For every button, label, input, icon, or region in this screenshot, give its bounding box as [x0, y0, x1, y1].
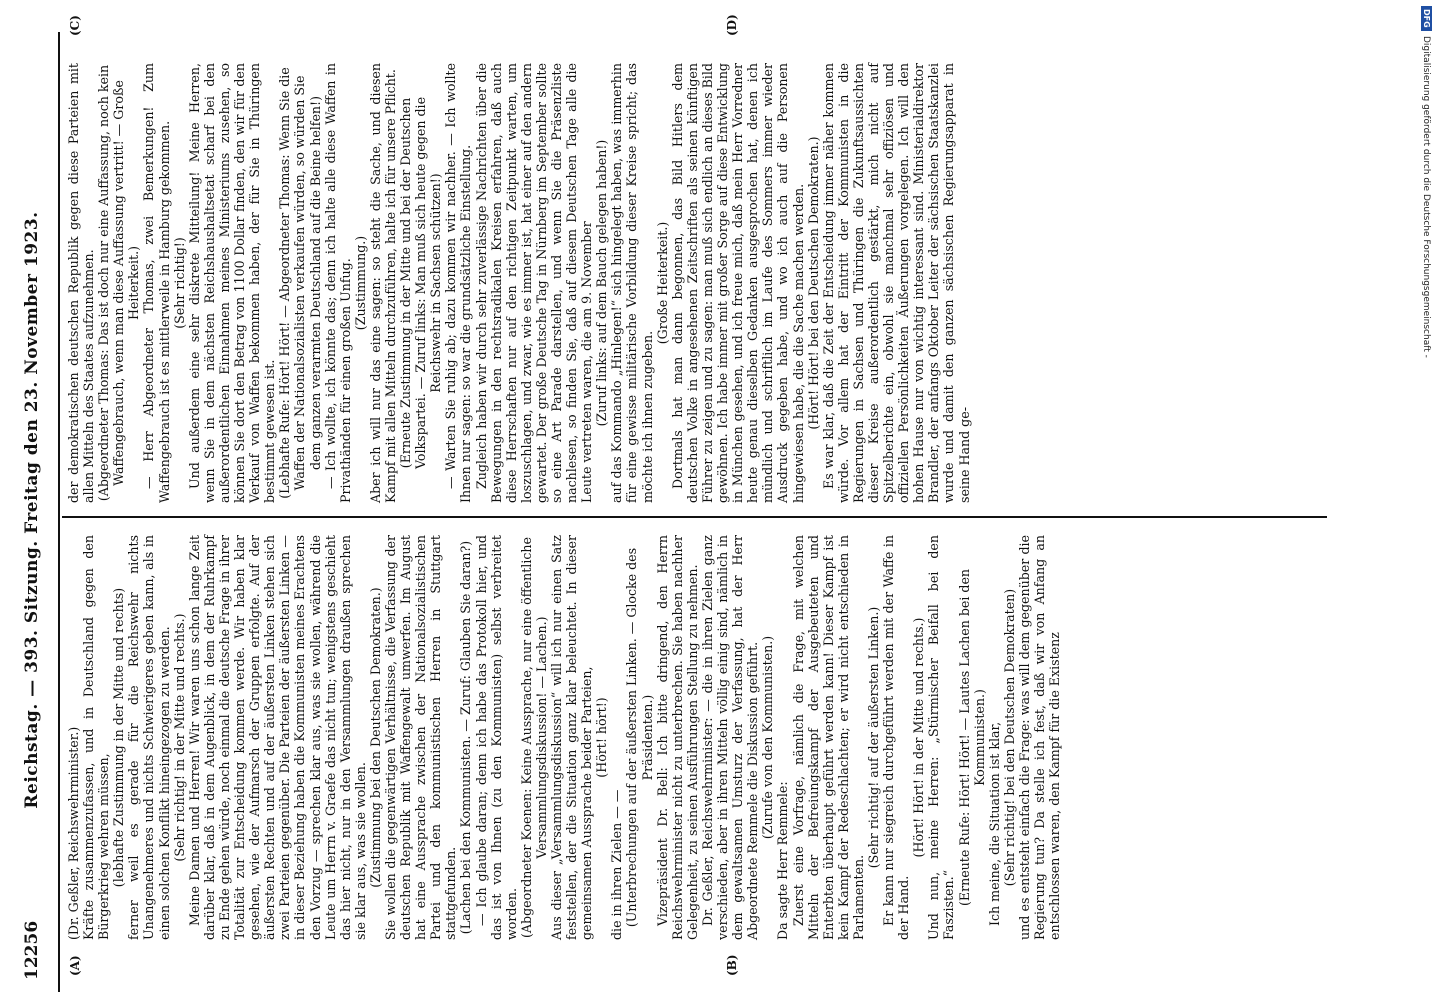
left-paragraph: Und nun, meine Herren: „Stürmischer Beifall bei den Faszisten.“ — [926, 535, 957, 940]
right-paragraph: — Herr Abgeordneter Thomas, zwei Bemerkungen! Zum Waffengebrauch ist es mittlerweile in Hamburg gekommen. — [141, 63, 172, 503]
left-paragraph: Kräfte zusammenzufassen, und in Deutschland gegen den Bürgerkrieg wehren müssen, — [81, 535, 112, 940]
right-paragraph: Dortmals hat man dann begonnen, das Bild Hitlers dem deutschen Volke in angesehenen Zeitschriften als seinen künftigen Führer zu zeigen und zu sagen: man muß sich endlich an dieses Bild gewöhnen. Ich habe immer mit großer Sorge auf diese Entwicklung in München gesehen, und ich freue mich, daß mein Herr Vorredner heute genau dieselben Gedanken ausgesprochen hat, denen ich mündlich und schriftlich im Laufe des Sommers immer wieder Ausdruck gegeben habe, und wo ich auch auf die Personen hingewiesen habe, die die Sache machen werden. — [669, 63, 806, 503]
side-credit — [1418, 6, 1432, 996]
right-paragraph: (Erneute Zustimmung in der Mitte und bei der Deutschen Volkspartei. — Zuruf links: Man muß sich heute gegen die Reichswehr in Sachsen schützen!) — [398, 96, 444, 470]
right-paragraph: (Zustimmung.) — [352, 235, 368, 331]
left-paragraph: (Erneute Rufe: Hört! Hört! — Lautes Lachen bei den Kommunisten.) — [956, 568, 987, 907]
left-paragraph: Dr. Geßler, Reichswehrminister: — die in ihren Zielen ganz verschieden, aber in ihren Mitteln völlig einig sind, nämlich in dem gewaltsamen Umsturz der Verfassung, hat der Herr Abgeordnete Remmele die Diskussion geführt. — [699, 535, 761, 940]
left-paragraph: Meine Damen und Herren! Wir waren uns schon lange Zeit darüber klar, daß in dem Augenblick, in dem der Ruhrkampf zu Ende gehen würde, noch einmal die deutsche Frage in ihrer Totalität zur Entscheidung kommen werde. Wir haben klar gesehen, wie der Aufmarsch der Gruppen erfolgte. Auf der äußersten Rechten und auf der äußersten Linken stehen sich zwei Parteien gegenüber. Die Parteien der äußersten Linken — in dieser Beziehung haben die Kommunisten meines Erachtens den Vorzug — sprechen klar aus, was sie wollen, während die Leute um Herrn v. Graefe das nicht tun; wenigstens geschieht das hier nicht, nur in den Versammlungen draußen sprechen sie klar aus, was sie wollen. — [186, 535, 368, 940]
left-paragraph: (Dr. Geßler, Reichswehrminister.) — [66, 726, 81, 940]
left-paragraph: Ich meine, die Situation ist klar, — [986, 721, 1002, 926]
right-paragraph: Aber ich will nur das eine sagen: so steht die Sache, und diesen Kampf mit allen Mitteln durchzuführen, halte ich für unsere Pflicht. — [367, 63, 398, 503]
right-paragraph: (Sehr richtig!) — [171, 237, 187, 329]
right-paragraph: auf das Kommando „Hinlegen!“ sich hingelegt haben, was immerhin für eine gewisse militärische Vorbildung dieser Kreise spricht; das möchte ich ihnen zugeben. — [609, 63, 655, 503]
right-column — [66, 63, 972, 503]
left-paragraph: (Lachen bei den Kommunisten. — Zuruf: Glauben Sie daran?) — [458, 540, 474, 935]
right-paragraph: Es war klar, daß die Zeit der Entscheidung immer näher kommen würde. Vor allem hat der Eintritt der Kommunisten in die Regierungen in Sachsen und Thüringen die Zukunftsaussichten dieser Kreise außerordentlich gestärkt, mich nicht auf Spitzelberichte ein, obwohl sie manchmal sehr offiziösen und offiziellen Persönlichkeiten Äußerungen vorgelegen. Ich will den hohen Hause nur von wichtig interessant sind. Ministerialdirektor Brandler, der anfangs Oktober Leiter der sächsischen Staatskanzlei wurde und damit den ganzen sächsischen Regierungsapparat in seine Hand ge- — [820, 63, 972, 503]
right-paragraph: Und außerdem eine sehr diskrete Mitteilung! Meine Herren, wenn Sie in dem nächsten Reichshaushaltsetat scharf bei den außerordentlichen Einnahmen meines Ministeriums zusehen, so können Sie dort den Betrag von 1100 Dollar finden, den wir für den Verkauf von Waffen bekommen haben, der für Sie in Thüringen bestimmt gewesen ist. — [186, 63, 278, 503]
column-divider — [62, 516, 1327, 518]
right-paragraph: der demokratischen deutschen Republik gegen diese Parteien mit allen Mitteln des Staates aufzunehmen. — [66, 63, 97, 503]
left-column — [66, 535, 1062, 940]
margin-mark-a: (A) — [68, 955, 82, 976]
right-paragraph: (Hört! Hört! bei den Deutschen Demokraten.) — [805, 136, 821, 430]
margin-mark-d: (D) — [725, 14, 739, 36]
margin-mark-c: (C) — [68, 15, 82, 36]
left-paragraph: Aus dieser „Versammlungsdiskussion“ will ich nur einen Satz feststellen, der die Situation ganz klar beleuchtet. In dieser gemeinsamen Aussprache beider Parteien, — [549, 535, 595, 940]
left-paragraph: Er kann nur siegreich durchgeführt werden mit der Waffe in der Hand. — [881, 535, 912, 940]
page-header — [22, 40, 48, 980]
right-paragraph: Zugleich haben wir durch sehr zuverlässige Nachrichten über die Bewegungen in den rechtsradikalen Kreisen erfahren, daß auch diese Herrschaften nur auf den richtigen Zeitpunkt warten, um loszuschlagen, und zwar, wie es immer ist, hat einer auf den andern gewartet. Der große Deutsche Tag in Nürnberg im September sollte so eine Art Parade darstellen, und wenn Sie die Präsenzliste nachlesen, so finden Sie, daß auf diesem Deutschen Tage alle die Leute vertreten waren, die am 9. November — [473, 63, 595, 503]
left-paragraph: (Zustimmung bei den Deutschen Demokraten.) — [367, 587, 383, 888]
dfg-logo: DFG — [1421, 6, 1432, 31]
header-rule — [58, 32, 60, 992]
right-paragraph: (Große Heiterkeit.) — [654, 221, 670, 345]
left-paragraph: (Zurufe von den Kommunisten.) — [760, 635, 776, 840]
left-paragraph: (Hört! Hört! in der Mitte und rechts.) — [911, 617, 927, 858]
left-paragraph: (Unterbrechungen auf der äußersten Linken. — Glocke des Präsidenten.) — [624, 547, 655, 928]
left-paragraph: — Ich glaube daran; denn ich habe das Protokoll hier, und das ist von Ihnen (zu den Kommunisten) selbst verbreitet worden. — [473, 535, 519, 940]
left-paragraph: (Sehr richtig! auf der äußersten Linken.) — [865, 606, 881, 869]
left-paragraph: Vizepräsident Dr. Bell: Ich bitte dringend, den Herrn Reichswehrminister nicht zu unterbrechen. Sie haben nachher Gelegenheit, zu seinen Ausführungen Stellung zu nehmen. — [654, 535, 700, 940]
page-title: Reichstag. — 393. Sitzung. Freitag den 23. November 1923. — [22, 211, 42, 809]
margin-mark-b: (B) — [725, 954, 739, 976]
right-paragraph: — Warten Sie ruhig ab; dazu kommen wir nachher. — Ich wollte Ihnen nur sagen: so war die grundsätzliche Einstellung. — [443, 63, 474, 503]
left-paragraph: Sie wollen die gegenwärtigen Verhältnisse, die Verfassung der deutschen Republik mit Waffengewalt umwerfen. Im August hat eine Aussprache zwischen der Nationalsozialistischen Partei und den kommunistischen Herren in Stuttgart stattgefunden. — [382, 535, 459, 940]
left-paragraph: (lebhafte Zustimmung in der Mitte und rechts) — [111, 587, 127, 888]
left-paragraph: Zuerst eine Vorfrage, nämlich die Frage, mit welchen Mitteln der Befreiungskampf der Ausgebeuteten und Enterbten überhaupt geführt werden kann! Dieser Kampf ist kein Kampf der Redeschlachten; er wird nicht entschieden in Parlamenten. — [790, 535, 866, 940]
page-number: 12256 — [22, 920, 42, 980]
digitization-credit: Digitalisierung gefördert durch die Deutsche Forschungsgemeinschaft - — [1421, 36, 1431, 358]
right-paragraph: (Lebhafte Rufe: Hört! Hört! — Abgeordneter Thomas: Wenn Sie die Waffen der Nationalsozialisten verkaufen würden, so würden Sie dem ganzen verarmten Deutschland auf die Beine helfen!) — [277, 67, 323, 499]
left-paragraph: die in ihren Zielen — — — [609, 789, 625, 940]
left-paragraph: (Sehr richtig! in der Mitte und rechts.) — [171, 613, 187, 862]
left-paragraph: und es entsteht einfach die Frage: was will dem gegenüber die Regierung tun? Da stelle ich fest, daß wir von Anfang an entschlossen waren, den Kampf für die Existenz — [1016, 535, 1063, 940]
left-paragraph: (Sehr richtig! bei den Deutschen Demokraten) — [1001, 588, 1017, 887]
right-paragraph: (Abgeordneter Thomas: Das ist doch nur eine Auffassung, noch kein Waffengebrauch, wenn man diese Auffassung vertritt! — Große Heiterkeit.) — [96, 64, 142, 502]
right-paragraph: (Zuruf links: auf dem Bauch gelegen haben!) — [594, 139, 610, 427]
left-paragraph: (Hört! hört!) — [594, 697, 610, 778]
left-paragraph: (Abgeordneter Koenen: Keine Aussprache, nur eine öffentliche Versammlungsdiskussion! — Lachen.) — [518, 537, 549, 938]
right-paragraph: — Ich wollte, ich könnte das; denn ich halte alle diese Waffen in Privathänden für einen großen Unfug. — [322, 63, 353, 503]
left-paragraph: ferner weil es gerade für die Reichswehr nichts Unangenehmeres und nichts Schwierigeres geben kann, als in einen solchen Konflikt hineingezogen zu werden. — [126, 535, 172, 940]
left-paragraph: Da sagte Herr Remmele: — [775, 781, 791, 940]
